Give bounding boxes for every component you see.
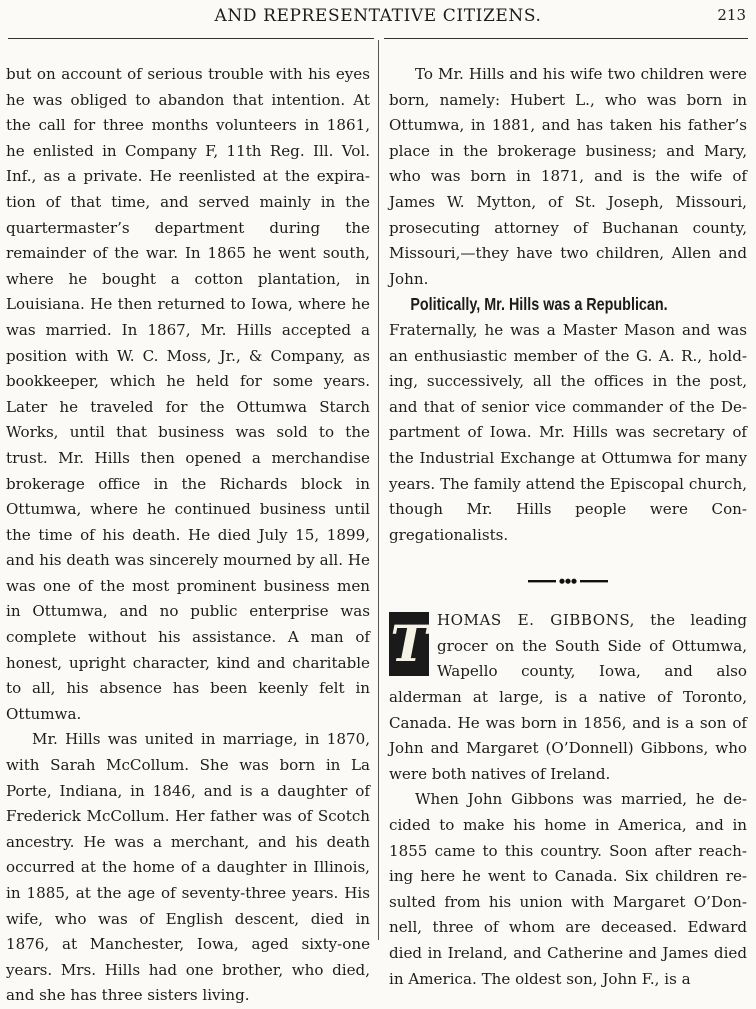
- gibbons-intro-paragraph: [389, 608, 747, 787]
- page-header: [0, 4, 756, 28]
- fraternal-paragraph: Fraternally, he was a Master Mason and was an enthusiastic member of the G. A. R., holding, successively, all the offices in the post, and that of senior vice commander of the Department of Iowa. Mr. Hills was secretary of the Industrial Exchange at Ottumwa for many years. The family attend the Episcopal church, though Mr. Hills people were Congregationalists.: [389, 320, 747, 544]
- running-title: AND REPRESENTATIVE CITIZENS.: [214, 6, 542, 26]
- column-divider: [378, 40, 379, 940]
- dash-dot-dot-dot-dash-ornament-icon: [528, 576, 608, 586]
- gibbons-intro-text: the leading grocer on the South Side of Ottumwa, Wapello county, Iowa, and also alderman at large, is a native of Toronto, Canada. He was born in 1856, and is a son of John and Margaret (O’Donnell) Gibbons, who were both natives of Ireland.: [389, 611, 748, 783]
- drop-cap-ornament: T: [389, 612, 429, 676]
- header-rule-left: [8, 38, 374, 39]
- hills-marriage-paragraph: Mr. Hills was united in marriage, in 1870, with Sarah McCollum. She was born in La Porte, Indiana, in 1846, and is a daughter of Frederick McCollum. Her father was of Scotch ancestry. He was a merchant, and his death occurred at the home of a daughter in Illinois, in 1885, at the age of seventy-three years. His wife, who was of English descent, died in 1876, at Manchester, Iowa, aged sixty-one years. Mrs. Hills had one brother, who died, and she has three sisters living.: [6, 730, 370, 1005]
- right-column: [389, 62, 747, 992]
- politics-line: Politically, Mr. Hills was a Republican.: [410, 294, 668, 315]
- gibbons-name: HOMAS E. GIBBONS,: [437, 611, 635, 630]
- section-ornament: [389, 554, 747, 608]
- page-number: 213: [717, 6, 746, 24]
- john-gibbons-paragraph: When John Gibbons was married, he decided to make his home in America, and in 1855 came to this country. Soon after reaching here he went to Canada. Six children resulted from his union with Margaret O’Donnell, three of whom are deceased. Edward died in Ireland, and Catherine and James died in America. The oldest son, John F., is a: [389, 790, 747, 988]
- header-rule-right: [384, 38, 748, 39]
- left-column: [6, 62, 370, 1009]
- hills-children-paragraph: To Mr. Hills and his wife two children were born, namely: Hubert L., who was born in Ottumwa, in 1881, and has taken his father’s place in the brokerage business; and Mary, who was born in 1871, and is the wife of James W. Mytton, of St. Joseph, Missouri, prosecuting attorney of Buchanan county, Missouri,—they have two children, Allen and John.: [389, 65, 747, 288]
- hills-career-paragraph: but on account of serious trouble with his eyes he was obliged to abandon that intention. At the call for three months volunteers in 1861, he enlisted in Company F, 11th Reg. Ill. Vol. Inf., as a private. He reenlisted at the expiration of that time, and served mainly in the quartermaster’s department during the remainder of the war. In 1865 he went south, where he bought a cotton plantation, in Louisiana. He then returned to Iowa, where he was married. In 1867, Mr. Hills accepted a position with W. C. Moss, Jr., & Company, as bookkeeper, which he held for some years. Later he traveled for the Ottumwa Starch Works, until that business was sold to the trust. Mr. Hills then opened a merchandise brokerage office in the Richards block in Ottumwa, where he continued business until the time of his death. He died July 15, 1899, and his death was sincerely mourned by all. He was one of the most prominent business men in Ottumwa, and no public enterprise was complete without his assistance. A man of honest, upright character, kind and charitable to all, his absence has been keenly felt in Ottumwa.: [6, 65, 370, 723]
